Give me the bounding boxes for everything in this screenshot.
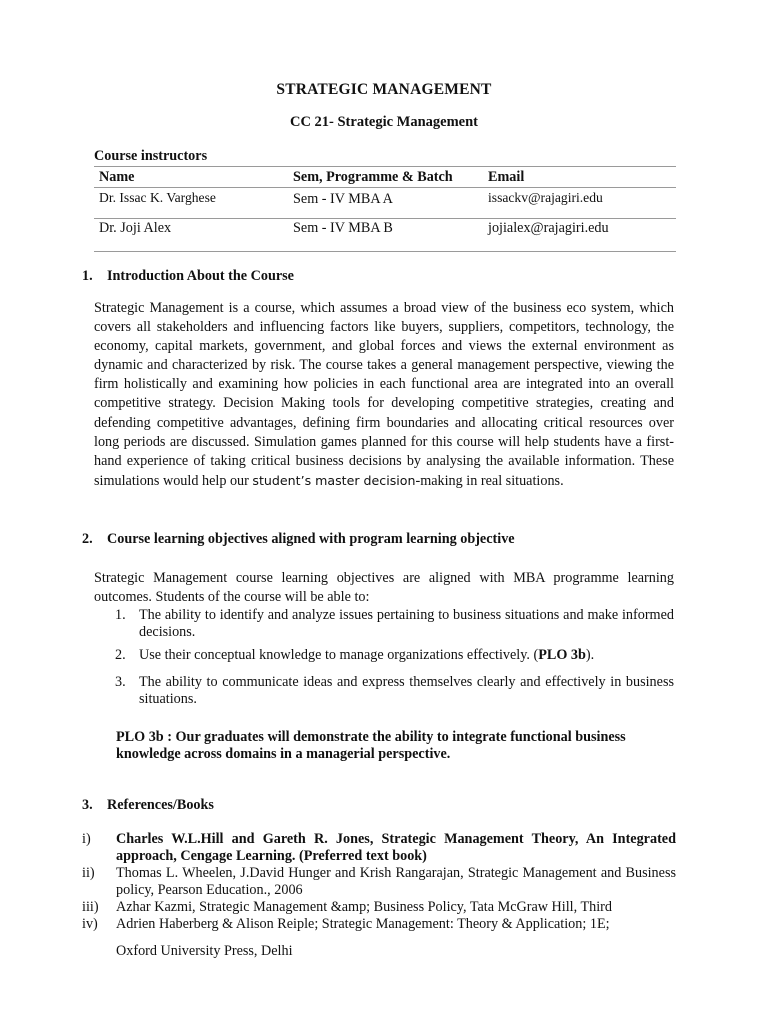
intro-paragraph: [94, 299, 674, 491]
list-item: [82, 865, 676, 899]
list-number: 2.: [115, 647, 126, 663]
table-row: [94, 188, 676, 219]
ref-number: iii): [82, 899, 99, 915]
ref-number: i): [82, 831, 91, 847]
ref-text: Thomas L. Wheelen, J.David Hunger and Krish Rangarajan, Strategic Management and Business policy, Pearson Education., 2006: [116, 865, 676, 898]
section-1-heading: [82, 267, 294, 286]
list-item: [82, 831, 676, 865]
objectives-intro: Strategic Management course learning objectives are aligned with MBA programme learning outcomes. Students of the course will be able to:: [94, 570, 674, 606]
objective-text: The ability to communicate ideas and express themselves clearly and effectively in business situations.: [139, 674, 674, 707]
list-item: [94, 647, 674, 664]
intro-last-line-rest: -making in real situations.: [415, 472, 564, 489]
instructors-label: Course instructors: [94, 148, 208, 164]
plo-ref: PLO 3b: [538, 647, 586, 663]
ref-number: iv): [82, 916, 98, 932]
header-name: Name: [99, 169, 135, 185]
section-title: References/Books: [107, 797, 214, 813]
section-number: 1.: [82, 268, 93, 284]
table-header-row: [94, 167, 676, 188]
document-title: STRATEGIC MANAGEMENT: [276, 81, 492, 98]
objective-text-end: ).: [585, 647, 595, 663]
objective-text: Use their conceptual knowledge to manage organizations effectively. (: [139, 647, 539, 663]
header-sem: Sem, Programme & Batch: [293, 169, 453, 185]
ref-text: Adrien Haberberg & Alison Reiple; Strategic Management: Theory & Application; 1E;: [116, 916, 610, 932]
ref-text: Charles W.L.Hill and Gareth R. Jones, Strategic Management Theory, An Integrated approach, Cengage Learning. (Preferred text book): [116, 831, 676, 864]
instructor-email: issackv@rajagiri.edu: [488, 190, 603, 205]
list-number: 1.: [115, 607, 126, 623]
list-item: [94, 607, 674, 641]
publisher-line: Oxford University Press, Delhi: [116, 943, 293, 959]
ref-text: Azhar Kazmi, Strategic Management &amp; Business Policy, Tata McGraw Hill, Third: [116, 899, 612, 915]
instructor-sem: Sem - IV MBA B: [293, 220, 393, 236]
section-2-heading: [82, 530, 515, 549]
course-code-title: CC 21- Strategic Management: [289, 114, 479, 130]
instructors-table: [94, 166, 676, 252]
list-number: 3.: [115, 674, 126, 690]
section-number: 3.: [82, 797, 93, 813]
section-title: Course learning objectives aligned with program learning objective: [107, 531, 515, 547]
instructor-name: Dr. Issac K. Varghese: [99, 190, 216, 205]
list-item: [82, 916, 676, 933]
section-number: 2.: [82, 531, 93, 547]
instructor-name: Dr. Joji Alex: [99, 220, 172, 236]
list-item: [94, 674, 674, 708]
ref-number: ii): [82, 865, 95, 881]
intro-text: Strategic Management is a course, which assumes a broad view of the business eco system, which covers all stakeholders and influencing factors like buyers, suppliers, competitors, technology, the economy, capital markets, government, and global forces and views the external environment as dynamic and characterized by risk. The course takes a general management perspective, viewing the firm holistically and examining how policies in each functional area are integrated into an overall competitive strategy. Decision Making tools for developing competitive strategies, creating and defending competitive advantages, defining firm boundaries and allocating critical resources over long periods are discussed. Simulation games planned for this course will help students have a first-hand experience of taking critical business decisions by analysing the available information. These simulations would help our: [94, 300, 674, 489]
section-3-heading: [82, 796, 214, 815]
table-row: [94, 219, 676, 252]
plo-statement: PLO 3b : Our graduates will demonstrate the ability to integrate functional business knowledge across domains in a managerial perspective.: [116, 729, 626, 762]
objectives-list: [94, 607, 674, 708]
section-title: Introduction About the Course: [107, 268, 294, 284]
objective-text: The ability to identify and analyze issues pertaining to business situations and make informed decisions.: [139, 607, 674, 640]
intro-last-line-sans: student’s master decision: [252, 472, 416, 488]
header-email: Email: [488, 169, 525, 185]
references-list: [82, 831, 676, 933]
list-item: [82, 899, 676, 916]
instructor-sem: Sem - IV MBA A: [293, 191, 393, 207]
instructor-email: jojialex@rajagiri.edu: [488, 220, 609, 236]
